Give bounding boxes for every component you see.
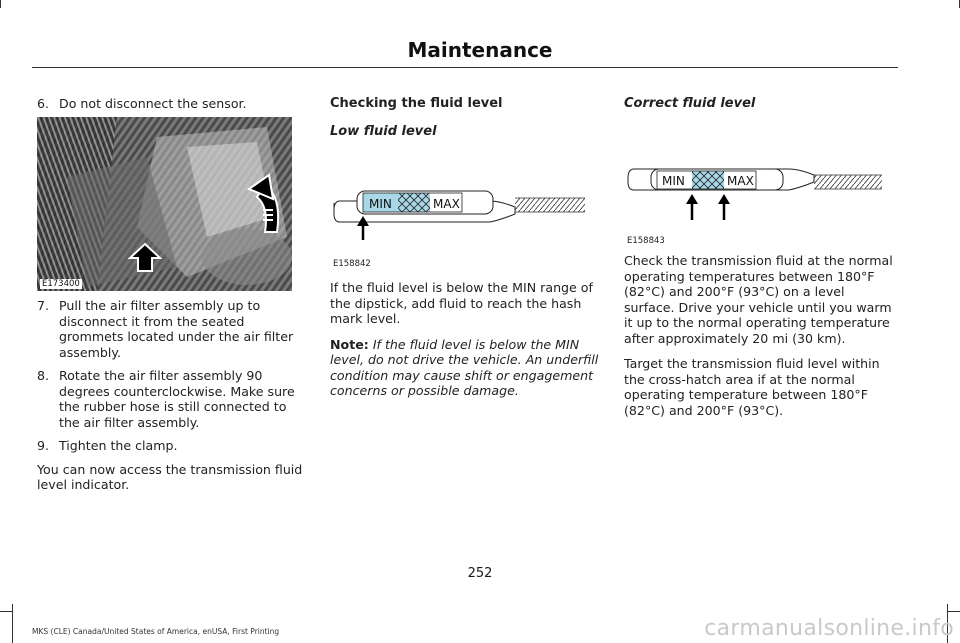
crop-mark-top-left (0, 0, 1, 8)
right-column-body (624, 253, 898, 428)
image-code: E158842 (333, 259, 371, 269)
step-number: 7. (37, 298, 50, 313)
step-number: 8. (37, 368, 50, 383)
dipstick-correct-illustration (624, 160, 889, 240)
watermark: carmanualsonline.info (704, 616, 954, 641)
step-number: 6. (37, 96, 50, 111)
left-column (37, 96, 305, 120)
note (330, 337, 602, 399)
step-text: Tighten the clamp. (59, 438, 178, 453)
target-level-paragraph: Target the transmission fluid level within the cross-hatch area if at the normal operating temperature between 180°F (82°C) and 200°F (93°C). (624, 356, 880, 418)
middle-column-body (330, 280, 602, 409)
image-code: E158843 (627, 236, 665, 246)
page-title: Maintenance (407, 38, 553, 62)
page-number: 252 (467, 566, 493, 581)
note-text: If the fluid level is below the MIN level, do not drive the vehicle. An underfill condition may cause shift or engagement concerns or possible damage. (330, 336, 599, 398)
step-text: Pull the air filter assembly up to disconnect it from the seated grommets located under the air filter assembly. (59, 298, 294, 360)
correct-level-dipstick-diagram (624, 160, 889, 240)
up-arrow-icon (686, 194, 698, 204)
low-level-dipstick-diagram (330, 180, 590, 270)
crop-mark-bottom-right-h (948, 611, 960, 612)
header-divider (32, 67, 898, 68)
note-label: Note: (330, 336, 369, 352)
footer-text: MKS (CLE) Canada/United States of America, enUSA, First Printing (32, 627, 280, 636)
dipstick-max-label: MAX (433, 197, 460, 211)
step-7 (37, 298, 307, 360)
crop-mark-bottom-left-v (12, 604, 13, 643)
air-filter-photo (37, 117, 292, 291)
step-text: Do not disconnect the sensor. (59, 96, 247, 111)
dipstick-min-label: MIN (369, 197, 392, 211)
air-filter-photo-illustration (37, 117, 292, 291)
right-column-header (624, 96, 899, 122)
left-column-steps (37, 298, 307, 503)
step-8 (37, 368, 307, 430)
section-heading: Checking the fluid level (330, 96, 503, 111)
step-6 (37, 96, 305, 112)
up-arrow-icon (718, 194, 730, 204)
step-number: 9. (37, 438, 50, 453)
dipstick-low-illustration (330, 180, 590, 270)
dipstick-max-label: MAX (727, 174, 754, 188)
step-9 (37, 438, 307, 454)
subheading-correct: Correct fluid level (624, 96, 756, 111)
dipstick-min-label: MIN (662, 174, 685, 188)
crop-mark-bottom-left-h (0, 611, 12, 612)
check-fluid-paragraph: Check the transmission fluid at the normal operating temperatures between 180°F (82°C) and 200°F (93°C) on a level surface. Drive your vehicle until you warm it up to the normal operating temperature after approximately 20 mi (30 km). (624, 253, 893, 346)
subheading-low: Low fluid level (330, 123, 437, 139)
image-code: E173400 (42, 279, 80, 289)
step-text: Rotate the air filter assembly 90 degrees counterclockwise. Make sure the rubber hose is still connected to the air filter assembly. (59, 368, 295, 430)
middle-column-header (330, 96, 602, 149)
closing-paragraph: You can now access the transmission fluid level indicator. (37, 461, 303, 492)
low-level-paragraph: If the fluid level is below the MIN range of the dipstick, add fluid to reach the hash mark level. (330, 280, 593, 326)
